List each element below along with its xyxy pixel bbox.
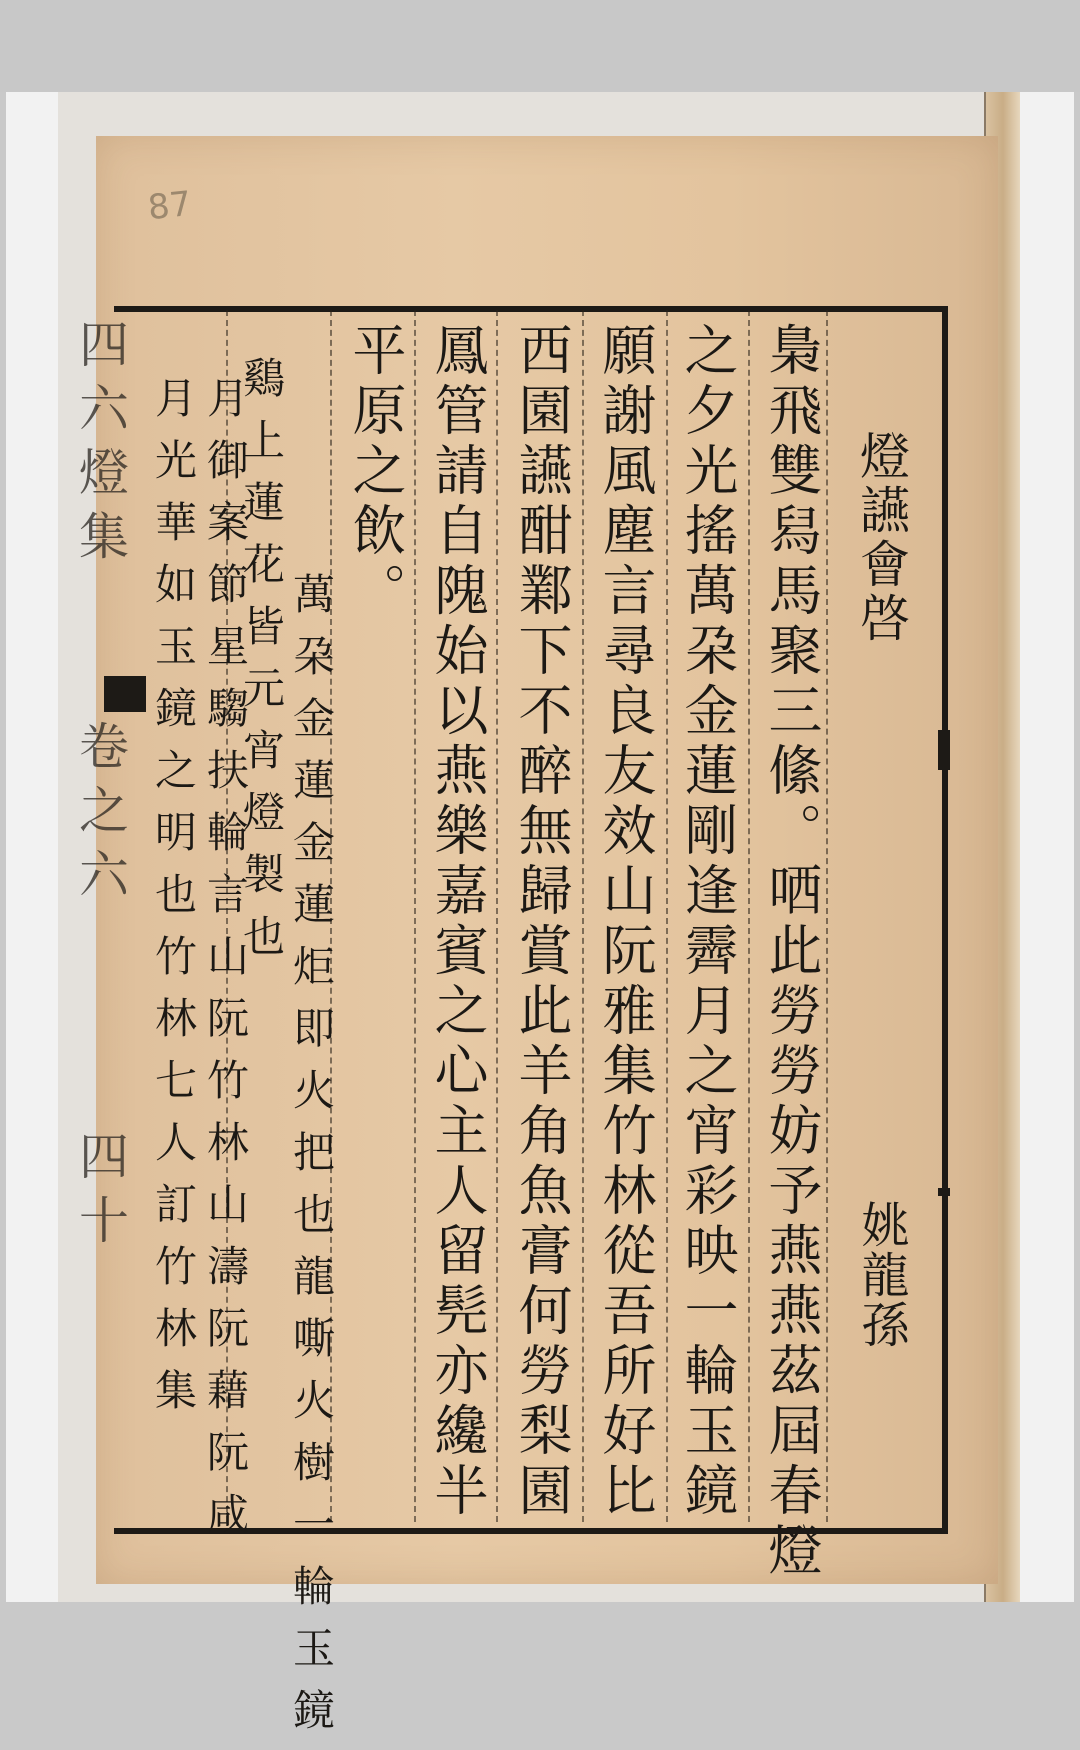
text-column-2: 之夕光搖萬朶金蓮剛逢霽月之宵彩映一輪玉鏡 (676, 322, 739, 1522)
column-rule (666, 310, 668, 1522)
frame-notch (938, 730, 950, 770)
column-rule (748, 310, 750, 1522)
text-column-6: 平原之飲。 (344, 322, 407, 622)
scan-top-band (0, 0, 1080, 92)
frame-notch (938, 1188, 950, 1196)
text-column-3: 願謝風塵言尋良友效山阮雅集竹林從吾所好比 (594, 322, 657, 1522)
annotation-column-2: 鷄上蓮花皆元宵燈製也 (237, 356, 286, 976)
text-column-1: 梟飛雙舄馬聚三絛。哂此勞勞妨予燕燕茲屆春燈 (760, 322, 823, 1582)
fishtail-mark (104, 676, 146, 712)
margin-volume: 卷之六 (71, 720, 129, 912)
column-rule (496, 310, 498, 1522)
column-rule (414, 310, 416, 1522)
margin-page-number: 四十 (71, 1130, 129, 1258)
text-column-4: 西園讌酣鄴下不醉無歸賞此羊角魚膏何勞梨園 (510, 322, 573, 1522)
pencil-page-number: 87 (146, 183, 194, 229)
text-column-5: 鳳管請自隗始以燕樂嘉賓之心主人留髡亦纔半 (426, 322, 489, 1522)
column-rule (826, 310, 828, 1522)
annotation-column-3: 月御案節星騶扶輪言山阮竹林山濤阮藉阮咸 (201, 376, 250, 1554)
annotation-column-4: 月光華如玉鏡之明也竹林七人訂竹林集 (149, 376, 198, 1430)
column-rule (582, 310, 584, 1522)
author-name: 姚龍孫 (853, 1200, 909, 1350)
annotation-column-1: 萬朶金蓮金蓮炬即火把也龍嘶火樹一輪玉鏡 (287, 572, 336, 1750)
poem-heading: 燈讌會啓 (852, 430, 910, 646)
margin-book-title: 四六燈集 (71, 318, 129, 574)
